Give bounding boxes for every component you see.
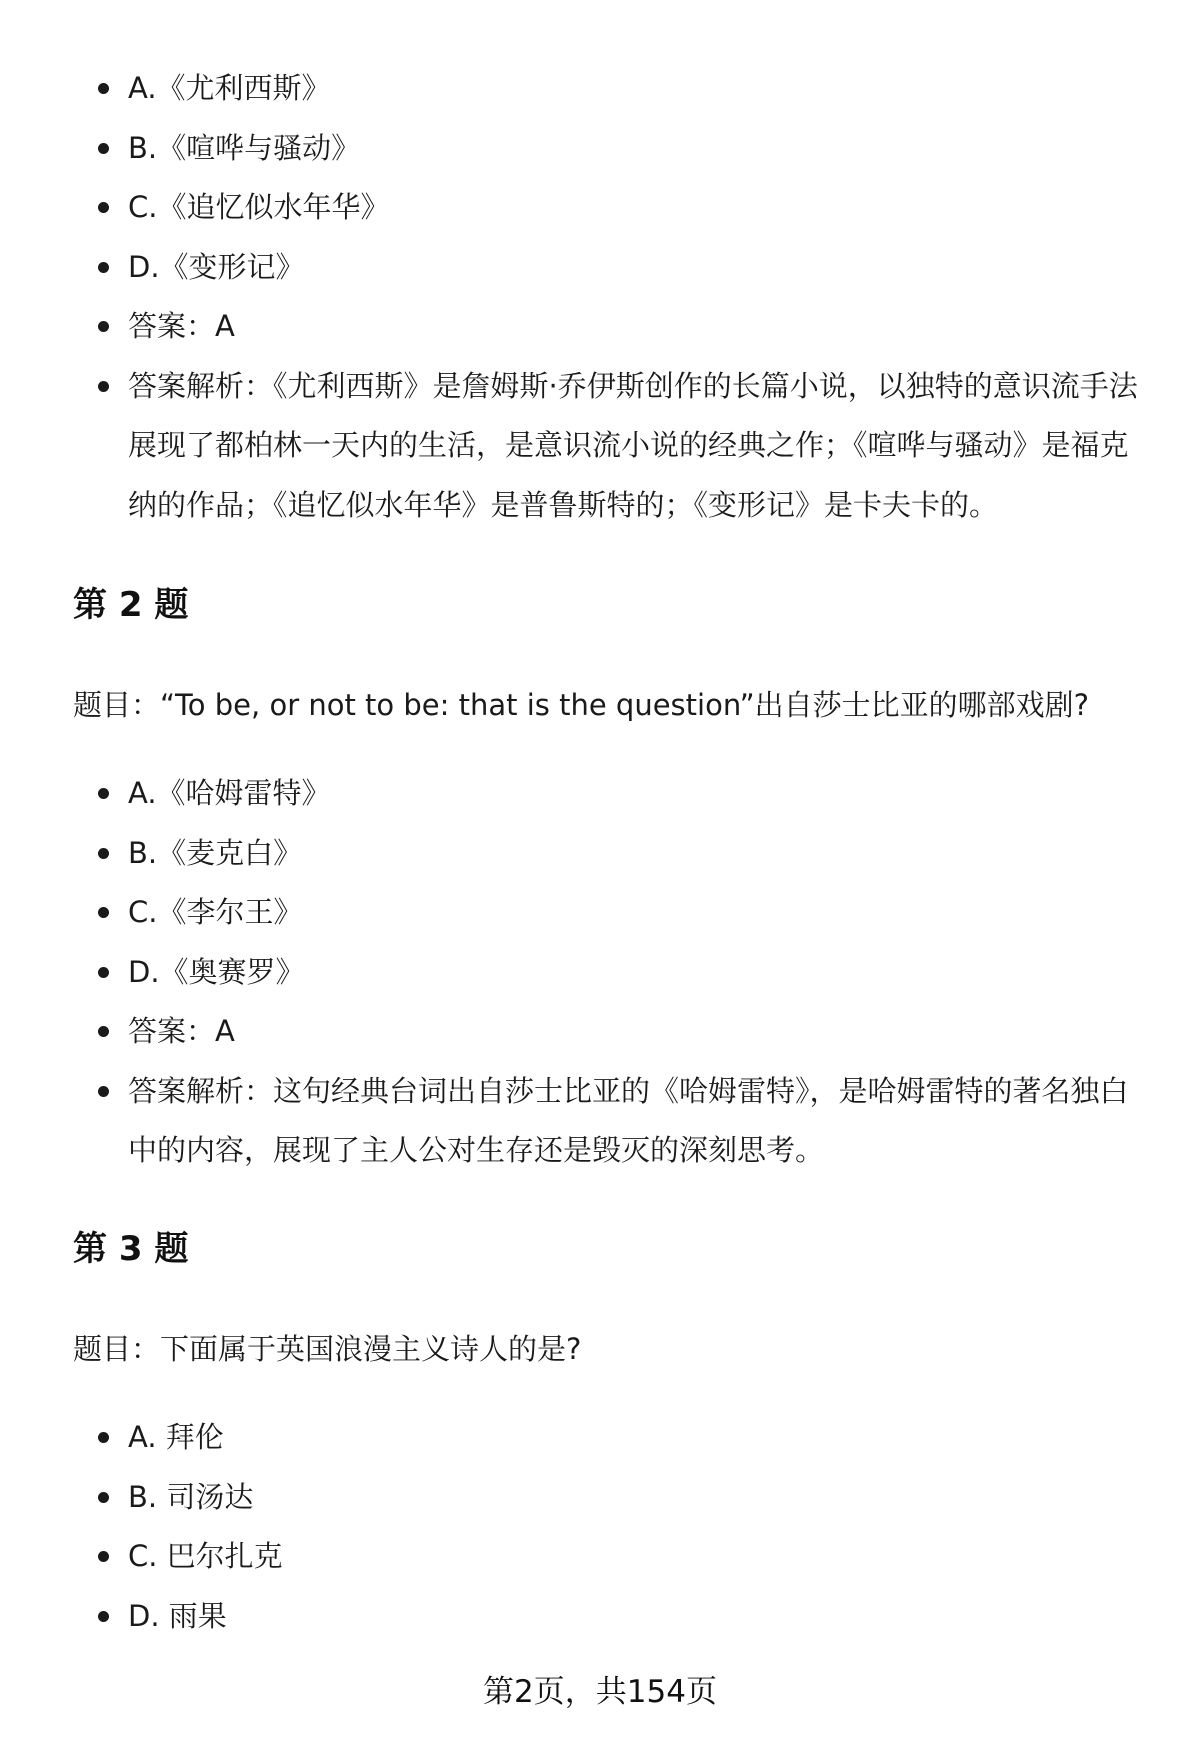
question-2-answer: 答案：A — [0, 1002, 1200, 1062]
question-2-block — [0, 764, 1200, 1181]
question-1-block — [0, 59, 1200, 535]
question-1-explanation: 答案解析：《尤利西斯》是詹姆斯·乔伊斯创作的长篇小说，以独特的意识流手法展现了都柏林一天内的生活，是意识流小说的经典之作；《喧哗与骚动》是福克纳的作品；《追忆似水年华》是普鲁斯特的；《变形记》是卡夫卡的。 — [0, 357, 1200, 536]
question-2-option-d: D.《奥赛罗》 — [0, 943, 1200, 1003]
question-1-answer: 答案：A — [0, 297, 1200, 357]
question-2-options — [0, 764, 1200, 1181]
question-3-option-c: C. 巴尔扎克 — [0, 1527, 1200, 1587]
question-3-block — [0, 1408, 1200, 1646]
question-2-text: 题目：“To be, or not to be: that is the question”出自莎士比亚的哪部戏剧? — [73, 688, 1090, 722]
question-2-heading: 第 2 题 — [73, 585, 189, 625]
question-2-option-a: A.《哈姆雷特》 — [0, 764, 1200, 824]
question-3-text: 题目：下面属于英国浪漫主义诗人的是? — [73, 1332, 582, 1366]
question-2-option-b: B.《麦克白》 — [0, 824, 1200, 884]
question-1-options — [0, 59, 1200, 535]
question-3-options — [0, 1408, 1200, 1646]
page-footer: 第2页，共154页 — [483, 1674, 717, 1710]
question-2-explanation: 答案解析：这句经典台词出自莎士比亚的《哈姆雷特》，是哈姆雷特的著名独白中的内容，展现了主人公对生存还是毁灭的深刻思考。 — [0, 1062, 1200, 1181]
question-2-option-c: C.《李尔王》 — [0, 883, 1200, 943]
question-1-option-b: B.《喧哗与骚动》 — [0, 119, 1200, 179]
question-3-option-d: D. 雨果 — [0, 1587, 1200, 1647]
question-3-option-b: B. 司汤达 — [0, 1468, 1200, 1528]
question-3-option-a: A. 拜伦 — [0, 1408, 1200, 1468]
question-1-option-d: D.《变形记》 — [0, 238, 1200, 298]
question-3-heading: 第 3 题 — [73, 1229, 189, 1269]
question-1-option-a: A.《尤利西斯》 — [0, 59, 1200, 119]
question-1-option-c: C.《追忆似水年华》 — [0, 178, 1200, 238]
